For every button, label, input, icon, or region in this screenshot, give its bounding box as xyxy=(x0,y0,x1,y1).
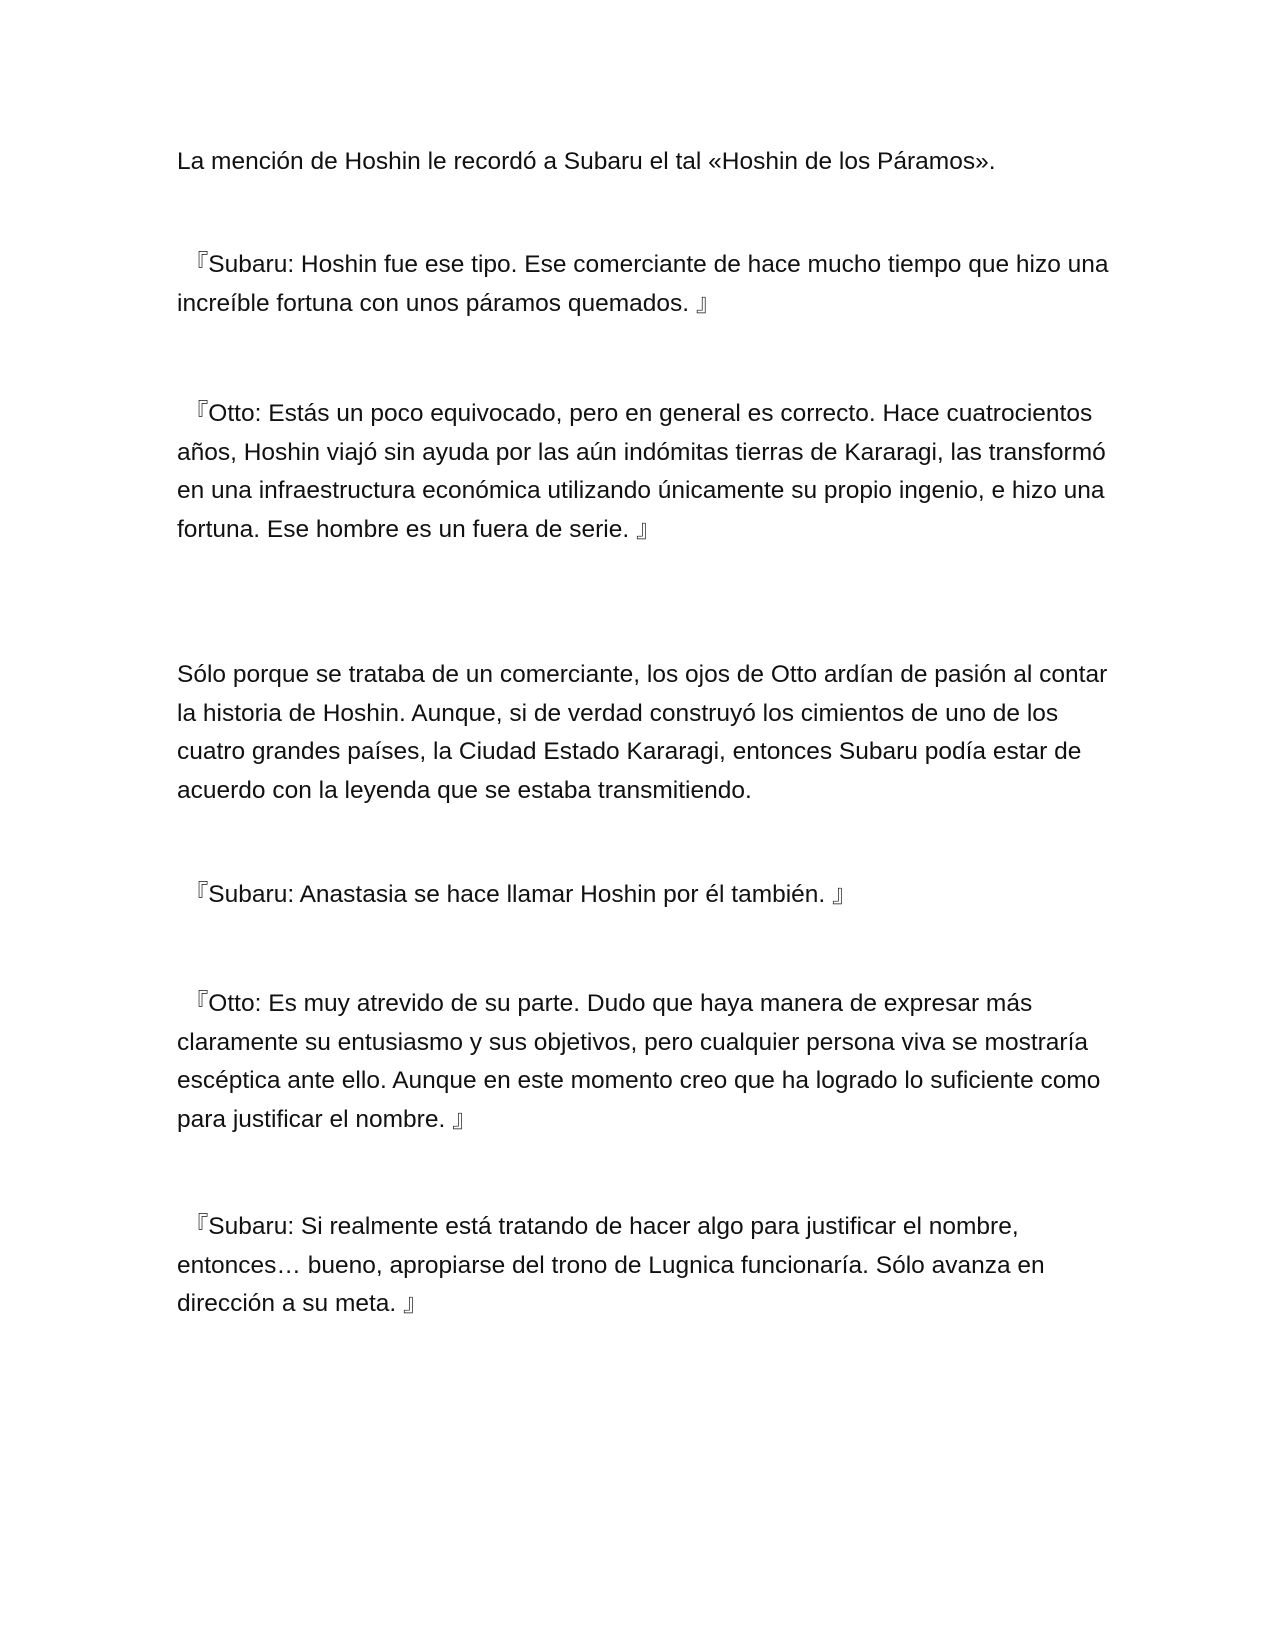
paragraph-narration-otto-passion: Sólo porque se trataba de un comerciante, los ojos de Otto ardían de pasión al contar la historia de Hoshin. Aunque, si de verdad construyó los cimientos de uno de los cuatro grandes países, la Ciudad Estado Kararagi, entonces Subaru podía estar de acuerdo con la leyenda que se estaba transmitiendo. xyxy=(177,661,1115,804)
paragraph-dialogue-subaru-3: 『Subaru: Si realmente está tratando de hacer algo para justificar el nombre, entonces… bueno, apropiarse del trono de Lugnica funcionaría. Sólo avanza en dirección a su meta. 』 xyxy=(177,1213,1052,1317)
paragraph-dialogue-subaru-2: 『Subaru: Anastasia se hace llamar Hoshin por él también. 』 xyxy=(177,881,857,908)
paragraph-dialogue-otto-2: 『Otto: Es muy atrevido de su parte. Dudo que haya manera de expresar más claramente su entusiasmo y sus objetivos, pero cualquier persona viva se mostraría escéptica ante ello. Aunque en este momento creo que ha logrado lo suficiente como para justificar el nombre. 』 xyxy=(177,990,1108,1133)
paragraph-dialogue-otto-1: 『Otto: Estás un poco equivocado, pero en general es correcto. Hace cuatrocientos años, Hoshin viajó sin ayuda por las aún indómitas tierras de Kararagi, las transformó en una infraestructura económica utilizando únicamente su propio ingenio, e hizo una fortuna. Ese hombre es un fuera de serie. 』 xyxy=(177,400,1113,543)
paragraph-narration-hoshin-mention: La mención de Hoshin le recordó a Subaru el tal «Hoshin de los Páramos». xyxy=(177,148,996,175)
paragraph-dialogue-subaru-1: 『Subaru: Hoshin fue ese tipo. Ese comerciante de hace mucho tiempo que hizo una increíble fortuna con unos páramos quemados. 』 xyxy=(177,251,1116,317)
